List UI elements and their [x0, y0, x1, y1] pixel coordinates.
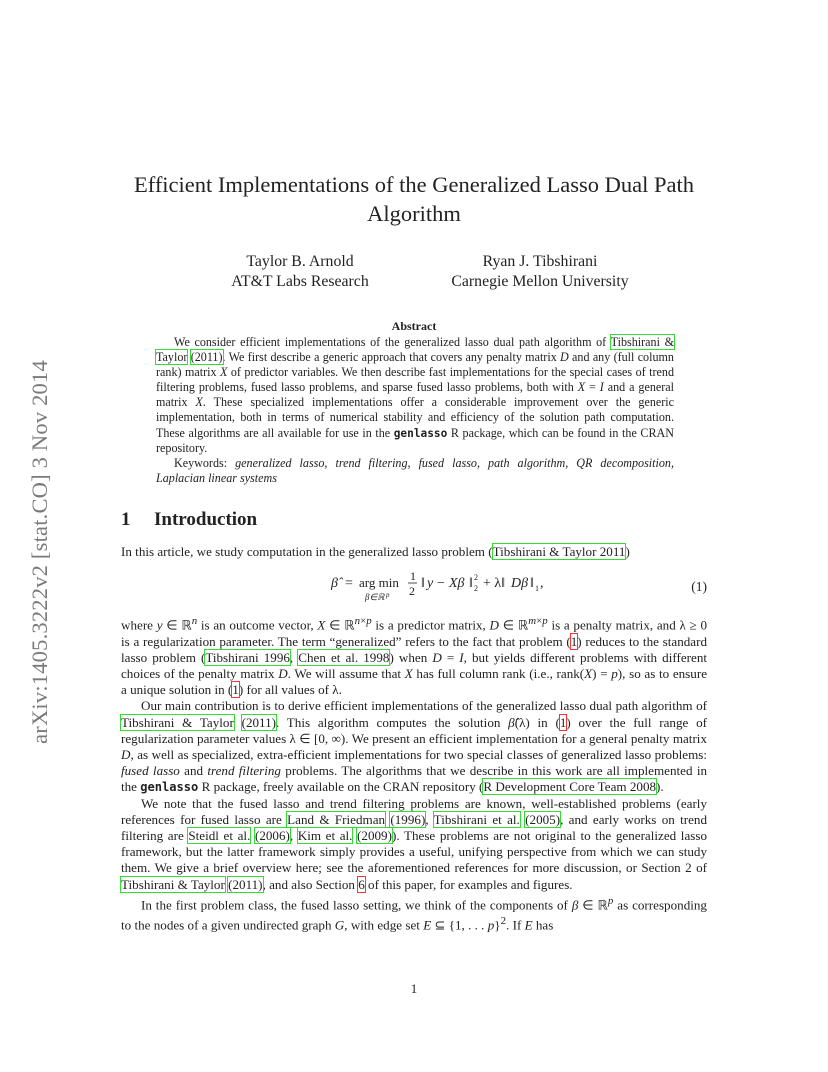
citation-link[interactable]: (2011) — [241, 714, 277, 730]
citation-link[interactable]: (2006) — [254, 828, 290, 843]
intro-sentence: In this article, we study computation in the generalized lasso problem (Tibshirani & Taylor 2011) — [121, 544, 630, 559]
svg-text:2: 2 — [474, 573, 478, 582]
citation-link[interactable]: (1996) — [390, 811, 426, 827]
section-heading — [121, 509, 257, 531]
abstract-body — [156, 335, 674, 486]
section-ref-link[interactable]: 6 — [358, 876, 365, 892]
svg-text:1: 1 — [410, 569, 416, 583]
keywords-list: generalized lasso, trend filtering, fused lasso, path algorithm, QR decomposition, Laplacian linear systems — [156, 455, 674, 485]
equation-formula — [331, 569, 571, 609]
equation-ref-link[interactable]: 1 — [232, 682, 239, 698]
citation-link[interactable]: Tibshirani 1996 — [205, 649, 290, 665]
citation-link[interactable]: Land & Friedman — [287, 811, 386, 827]
equation-ref-link[interactable]: 1 — [570, 633, 578, 649]
svg-text:Dβ: Dβ — [511, 576, 529, 591]
paragraph: In the first problem class, the fused lasso setting, we think of the components of β ∈ ℝ$^p$ as corresponding to the nodes of a given undirected graph G, with edge set E ⊆ {1, . . . p}$^2$. If E has — [121, 894, 707, 933]
paper-title — [100, 170, 728, 228]
paragraph: Our main contribution is to derive efficient implementations of the generalized lasso dual path algorithm of Tibshirani & Taylor (2011). This algorithm computes the solution β̂(λ) in (1) over the full range of regularization parameter values λ ∈ [0, ∞). We present an efficient implementation for a general penalty matrix D, as well as specialized, extra-efficient implementations for two special classes of generalized lasso problems: fused lasso and trend filtering problems. The algorithms that we describe in this work are all implemented in the genlasso R package, freely available on the CRAN repository (R Development Core Team 2008). — [121, 698, 708, 795]
paragraph: where y ∈ ℝ$^n$ is an outcome vector, X ∈ ℝ$^{n\times p}$ is a predictor matrix, D ∈ ℝ$^{m\times p}$ is a penalty matrix, and λ ≥ 0 is a regularization parameter. The term “generalized” refers to the fact that problem (1) reduces to the standard lasso problem (Tibshirani 1996, Chen et al. 1998) when D = I, but yields different problems with different choices of the penalty matrix D. We will assume that X has full column rank (i.e., rank(X) = p), so as to ensure a unique solution in (1) for all values of λ. — [121, 615, 708, 698]
citation-link[interactable]: (2011) — [190, 350, 223, 365]
equation-number: (1) — [691, 579, 707, 594]
svg-text:=: = — [345, 576, 353, 591]
equation-svg — [331, 569, 571, 605]
citation-link[interactable]: Tibshirani & Taylor — [156, 335, 675, 365]
citation-link[interactable]: (2009) — [357, 828, 392, 843]
equation-ref-link[interactable]: 1 — [559, 714, 567, 730]
svg-text:p: p — [386, 591, 390, 599]
citation-link[interactable]: (2011) — [228, 876, 263, 892]
citation-link[interactable]: Chen et al. 1998 — [298, 649, 390, 665]
author-name: Ryan J. Tibshirani — [482, 253, 598, 270]
author-block-tibshirani — [425, 252, 655, 292]
citation-link[interactable]: Tibshirani & Taylor — [121, 714, 234, 730]
title-line-2: Algorithm — [367, 201, 461, 226]
svg-text:y: y — [427, 576, 434, 591]
arxiv-identifier-stamp: arXiv:1405.3222v2 [stat.CO] 3 Nov 2014 — [27, 360, 53, 744]
abstract-heading: Abstract — [391, 319, 437, 333]
page-number: 1 — [410, 981, 418, 996]
paragraph: We note that the fused lasso and trend filtering problems are known, well-established problems (early references for fused lasso are Land & Friedman (1996), Tibshirani et al. (2005), and early works on trend filtering are Steidl et al. (2006), Kim et al. (2009)). These problems are not original to the generalized lasso framework, but the latter framework simply provides a useful, unifying perspective from which we can study them. We give a brief overview here; see the aforementioned references for more discussion, or Section 2 of Tibshirani & Taylor (2011), and also Section 6 of this paper, for examples and figures. — [121, 795, 708, 892]
svg-text:‖: ‖ — [530, 576, 534, 591]
svg-text:β̂: β̂ — [331, 576, 338, 591]
introduction-body — [121, 613, 707, 934]
keywords-label: Keywords: — [174, 455, 228, 470]
citation-link[interactable]: Tibshirani et al. — [433, 811, 520, 827]
author-affiliation: Carnegie Mellon University — [451, 273, 629, 290]
equation-1 — [121, 567, 707, 605]
svg-text:‖: ‖ — [421, 576, 425, 591]
svg-text:1: 1 — [535, 584, 539, 593]
citation-link[interactable]: Tibshirani & Taylor — [121, 876, 225, 892]
svg-text:2: 2 — [474, 584, 478, 593]
citation-link[interactable]: R Development Core Team 2008 — [483, 779, 657, 795]
svg-text:arg min: arg min — [359, 575, 399, 590]
svg-text:−: − — [437, 576, 445, 591]
svg-text:2: 2 — [409, 584, 415, 598]
svg-text:+ λ‖: + λ‖ — [483, 576, 506, 591]
svg-text:,: , — [540, 576, 544, 591]
citation-link[interactable]: (2005) — [525, 811, 561, 827]
author-name: Taylor B. Arnold — [246, 253, 354, 270]
title-line-1: Efficient Implementations of the Generalized Lasso Dual Path — [133, 172, 695, 197]
keywords-line — [156, 456, 674, 486]
section-number: 1 — [121, 509, 131, 530]
author-block-arnold — [190, 252, 410, 292]
svg-text:Xβ: Xβ — [449, 576, 465, 591]
svg-text:β∈ℝ: β∈ℝ — [365, 592, 385, 602]
abstract-text: We consider efficient implementations of the generalized lasso dual path algorithm of Tibshirani & Taylor (2011). We first describe a generic approach that covers any penalty matrix D and any (full column rank) matrix X of predictor variables. We then describe fast implementations for the special cases of trend filtering problems, fused lasso problems, and sparse fused lasso problems, both with X = I and a general matrix X. These specialized implementations offer a considerable improvement over the generic implementation, both in terms of numerical stability and efficiency of the solution path computation. These algorithms are all available for use in the genlasso R package, which can be found in the CRAN repository. — [156, 335, 675, 455]
citation-link[interactable]: Steidl et al. — [188, 828, 251, 843]
svg-text:‖: ‖ — [469, 576, 473, 591]
author-affiliation: AT&T Labs Research — [231, 273, 369, 290]
citation-link[interactable]: Tibshirani & Taylor 2011 — [492, 544, 626, 559]
citation-link[interactable]: Kim et al. — [297, 828, 353, 843]
section-title: Introduction — [154, 509, 258, 530]
